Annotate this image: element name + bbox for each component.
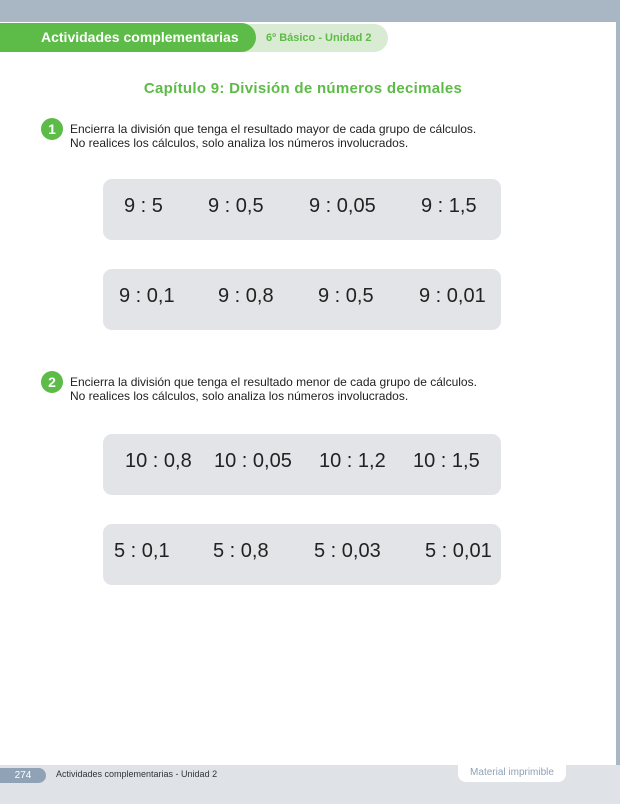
division-option[interactable]: 9 : 0,01: [419, 285, 486, 307]
printable-material-tab: Material imprimible: [458, 765, 566, 782]
division-option[interactable]: 9 : 0,05: [309, 195, 376, 217]
division-option[interactable]: 10 : 0,8: [125, 450, 192, 472]
exercise-1-instruction-line-1: Encierra la división que tenga el resultado mayor de cada grupo de cálculos.: [70, 122, 477, 136]
grade-unit-label: 6º Básico - Unidad 2: [266, 32, 372, 44]
exercise-2-group-1: [103, 434, 501, 495]
division-option[interactable]: 9 : 5: [124, 195, 163, 217]
division-option[interactable]: 10 : 1,2: [319, 450, 386, 472]
section-tab: [0, 23, 256, 52]
division-option[interactable]: 9 : 0,5: [208, 195, 264, 217]
division-option[interactable]: 9 : 1,5: [421, 195, 477, 217]
footer-text: Actividades complementarias - Unidad 2: [56, 769, 218, 779]
division-option[interactable]: 10 : 1,5: [413, 450, 480, 472]
page-number: 274: [0, 768, 46, 783]
division-option[interactable]: 5 : 0,1: [114, 540, 170, 562]
division-option[interactable]: 10 : 0,05: [214, 450, 292, 472]
chapter-title: Capítulo 9: División de números decimales: [143, 80, 463, 97]
exercise-1-instruction-line-2: No realices los cálculos, solo analiza los números involucrados.: [70, 136, 409, 150]
exercise-1-group-1: [103, 179, 501, 240]
exercise-2-instruction-line-1: Encierra la división que tenga el resultado menor de cada grupo de cálculos.: [70, 375, 477, 389]
exercise-2-group-2: [103, 524, 501, 585]
exercise-1-group-2: [103, 269, 501, 330]
division-option[interactable]: 9 : 0,8: [218, 285, 274, 307]
division-option[interactable]: 5 : 0,8: [213, 540, 269, 562]
division-option[interactable]: 5 : 0,01: [425, 540, 492, 562]
division-option[interactable]: 5 : 0,03: [314, 540, 381, 562]
section-title: Actividades complementarias: [41, 29, 239, 45]
exercise-1-instruction: [70, 122, 476, 150]
division-option[interactable]: 9 : 0,5: [318, 285, 374, 307]
exercise-1-number-badge: 1: [41, 118, 63, 140]
top-bar: [0, 0, 620, 22]
exercise-2-number-badge: 2: [41, 371, 63, 393]
exercise-2-instruction-line-2: No realices los cálculos, solo analiza los números involucrados.: [70, 389, 409, 403]
exercise-2-instruction: [70, 375, 477, 403]
right-edge-bar: [616, 22, 620, 765]
division-option[interactable]: 9 : 0,1: [119, 285, 175, 307]
